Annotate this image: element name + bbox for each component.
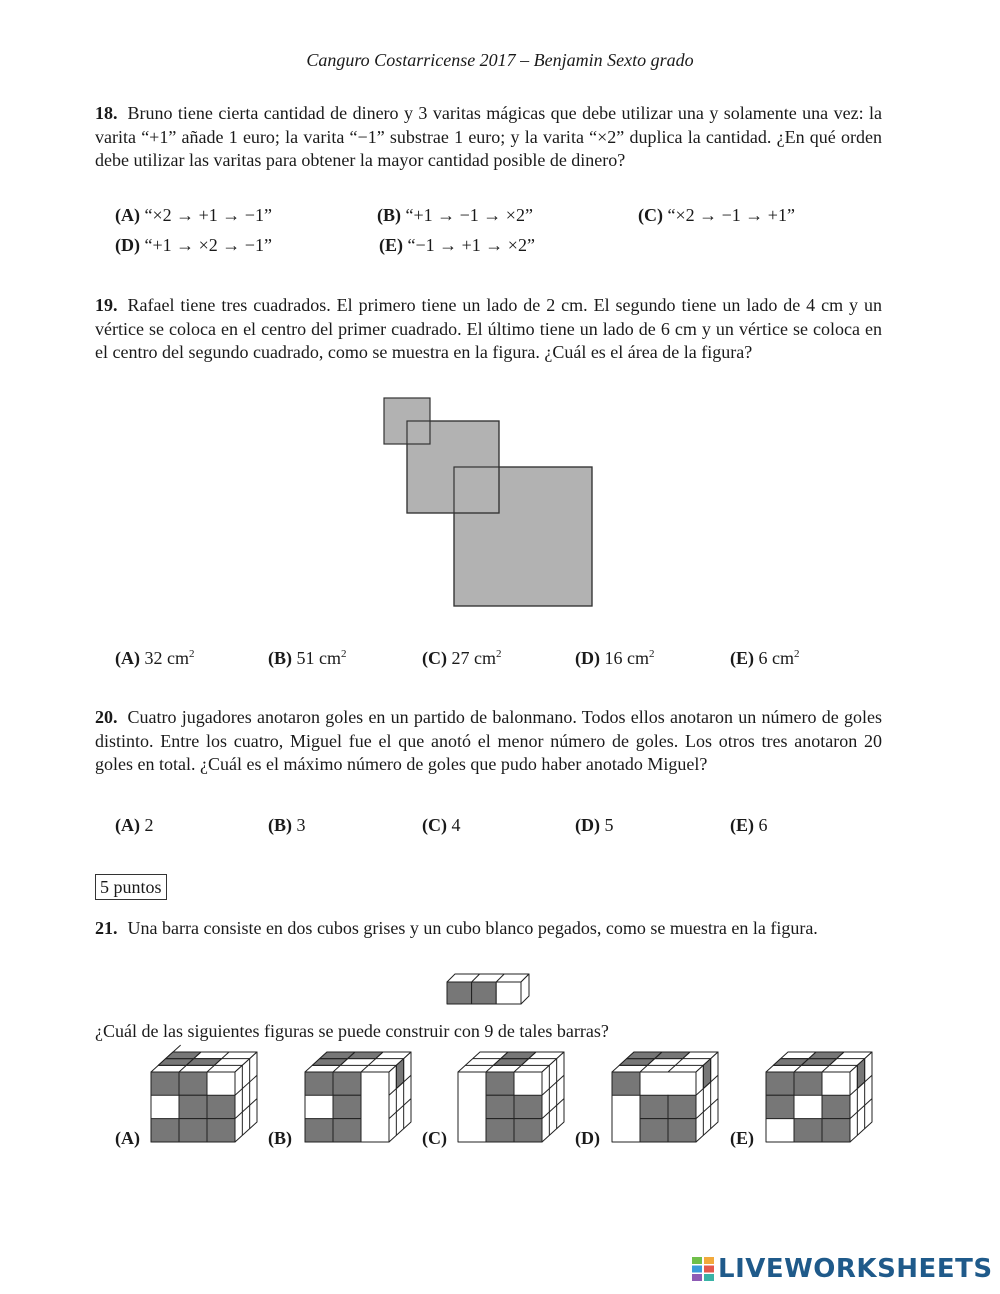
- q20-option-e[interactable]: (E) 6: [730, 815, 768, 835]
- cube-figure-d[interactable]: [610, 1050, 720, 1148]
- question-number: 20.: [95, 707, 118, 727]
- q20-option-a[interactable]: (A) 2: [115, 815, 154, 835]
- page-header: Canguro Costarricense 2017 – Benjamin Sexto grado: [306, 50, 694, 70]
- cube-figure-a[interactable]: [149, 1050, 259, 1148]
- q19-option-a[interactable]: (A) 32 $cm^2$: [115, 648, 195, 668]
- q19-option-e[interactable]: (E) 6 $cm^2$: [730, 648, 800, 668]
- question-21-prompt: ¿Cuál de las siguientes figuras se puede construir con 9 de tales barras?: [95, 1021, 609, 1041]
- q20-option-b[interactable]: (B) 3: [268, 815, 306, 835]
- bar-figure: [445, 972, 531, 1006]
- q19-option-b[interactable]: (B) 51 $cm^2$: [268, 648, 347, 668]
- question-text: Cuatro jugadores anotaron goles en un partido de balonmano. Todos ellos anotaron un número de goles distinto. Entre los cuatro, Miguel fue el que anotó el menor número de goles. Los otros tres anotaron 20 goles en total. ¿Cuál es el máximo número de goles que pudo haber anotado Miguel?: [95, 707, 882, 774]
- q21-option-a[interactable]: (A): [115, 1128, 140, 1148]
- q19-option-c[interactable]: (C) 27 $cm^2$: [422, 648, 502, 668]
- q20-option-d[interactable]: (D) 5: [575, 815, 614, 835]
- liveworksheets-logo-text: LIVEWORKSHEETS: [718, 1254, 993, 1284]
- q20-option-c[interactable]: (C) 4: [422, 815, 461, 835]
- question-number: 21.: [95, 918, 118, 938]
- liveworksheets-logo: [692, 1252, 993, 1286]
- squares-figure: [380, 395, 600, 610]
- q21-option-b[interactable]: (B): [268, 1128, 292, 1148]
- q21-option-e[interactable]: (E): [730, 1128, 754, 1148]
- question-number: 18.: [95, 103, 118, 123]
- liveworksheets-logo-icon: [692, 1257, 714, 1281]
- question-20: [95, 706, 882, 777]
- question-text: Rafael tiene tres cuadrados. El primero tiene un lado de 2 cm. El segundo tiene un lado de 4 cm y un vértice se coloca en el centro del primer cuadrado. El último tiene un lado de 6 cm y un vértice se coloca en el centro del segundo cuadrado, como se muestra en la figura. ¿Cuál es el área de la figura?: [95, 295, 882, 362]
- section-points-label: 5 puntos: [95, 874, 167, 900]
- cube-figure-e[interactable]: [764, 1050, 874, 1148]
- q21-option-d[interactable]: (D): [575, 1128, 600, 1148]
- question-21: [95, 917, 882, 941]
- q18-option-a[interactable]: (A) “×2 → +1 → −1”: [115, 205, 272, 225]
- question-text: Una barra consiste en dos cubos grises y un cubo blanco pegados, como se muestra en la figura.: [127, 918, 818, 938]
- q18-option-e[interactable]: (E) “−1 → +1 → ×2”: [379, 235, 535, 255]
- q21-option-c[interactable]: (C): [422, 1128, 447, 1148]
- cube-figure-c[interactable]: [456, 1050, 566, 1148]
- q19-option-d[interactable]: (D) 16 $cm^2$: [575, 648, 655, 668]
- q18-option-c[interactable]: (C) “×2 → −1 → +1”: [638, 205, 795, 225]
- question-text: Bruno tiene cierta cantidad de dinero y 3 varitas mágicas que debe utilizar una y solamente una vez: la varita “+1” añade 1 euro; la varita “−1” substrae 1 euro; y la varita “×2” duplica la cantidad. ¿En qué orden debe utilizar las varitas para obtener la mayor cantidad posible de dinero?: [95, 103, 882, 170]
- question-number: 19.: [95, 295, 118, 315]
- q18-option-d[interactable]: (D) “+1 → ×2 → −1”: [115, 235, 272, 255]
- cube-figure-b[interactable]: [303, 1050, 413, 1148]
- question-18: [95, 102, 882, 173]
- q18-option-b[interactable]: (B) “+1 → −1 → ×2”: [377, 205, 533, 225]
- question-19: [95, 294, 882, 365]
